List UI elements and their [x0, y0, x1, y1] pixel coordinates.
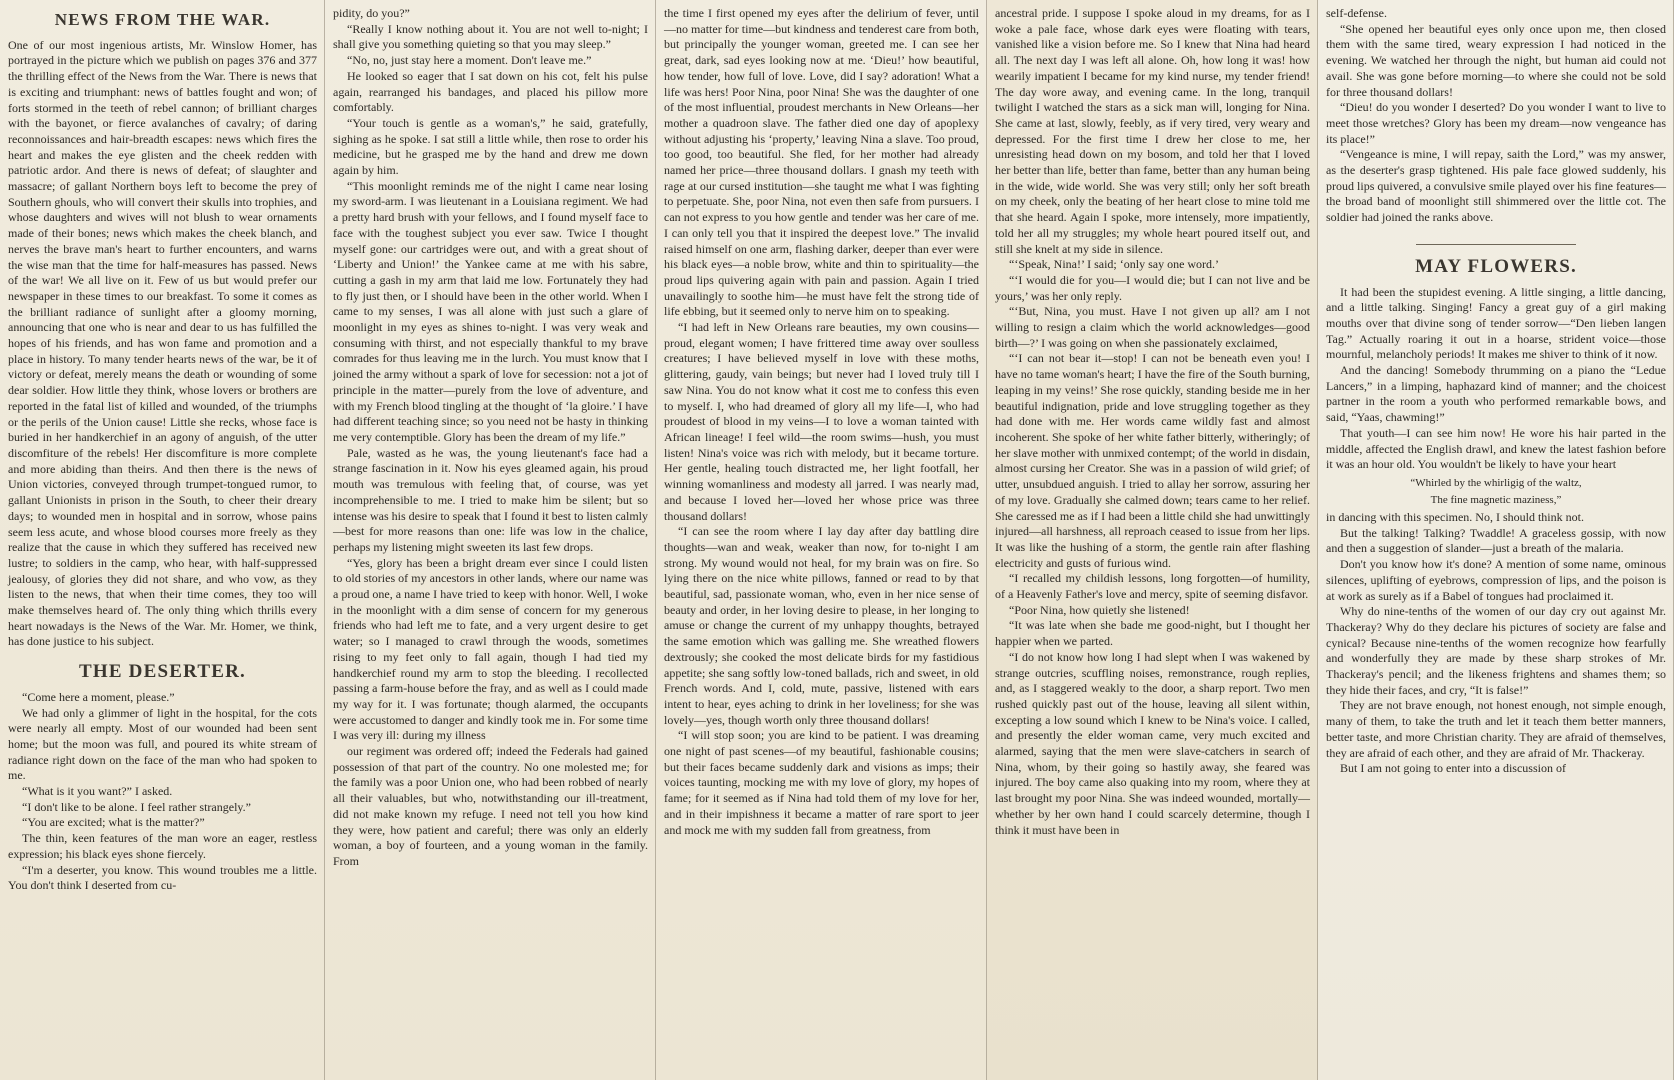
deserter-paragraph: “It was late when she bade me good-night, but I thought her happier when we parted.: [995, 618, 1310, 649]
deserter-paragraph: “Poor Nina, how quietly she listened!: [1009, 602, 1190, 617]
may-flowers-paragraph: It had been the stupidest evening. A little singing, a little dancing, and a little talking. Singing! Fancy a great guy of a girl making mouths over that divine song of tender sorrow—“Den lieben langen Tag.” Actually roaring it out in a hoarse, strident voice—those mournful, melancholy periods! It makes me shiver to think of it now.: [1326, 284, 1666, 362]
deserter-paragraph: “Come here a moment, please.”: [22, 689, 175, 704]
deserter-paragraph: “‘Speak, Nina!’ I said; ‘only say one word.’: [1009, 257, 1220, 272]
may-flowers-paragraph: But the talking! Talking? Twaddle! A graceless gossip, with now and then a suggestion of slander—just a breath of the malaria.: [1326, 525, 1666, 556]
deserter-paragraph: “I recalled my childish lessons, long forgotten—of humility, of a Heavenly Father's love and mercy, spite of seeming disfavor.: [995, 571, 1310, 602]
deserter-paragraph: “Dieu! do you wonder I deserted? Do you wonder I want to live to meet those wretches? Glory has been my dream—now vengeance has its place!”: [1326, 100, 1666, 146]
deserter-paragraph: “No, no, just stay here a moment. Don't leave me.”: [347, 53, 592, 68]
news-from-the-war-heading: NEWS FROM THE WAR.: [54, 10, 271, 29]
deserter-paragraph: “Yes, glory has been a bright dream ever since I could listen to old stories of my ancestors in other lands, where our name was a proud one, a name I have tried to keep with honor. Well, I woke in the moonlight with a dim sense of concern for my generous friends who had left me to fate, and a very urgent desire to get water; so I managed to crawl through the woods, sometimes rising to my feet only to fall again, though I had tied my handkerchief round my arm to stop the bleeding. I recollected passing a farm-house before the fray, and as well as I could made my way for it. I was fortunate; though alarmed, the occupants were accustomed to danger and kindly took me in. For some time I was very ill: during my illness: [333, 555, 648, 743]
deserter-paragraph: The thin, keen features of the man wore an eager, restless expression; his black eyes shone fiercely.: [8, 831, 317, 861]
deserter-paragraph: self-defense.: [1326, 6, 1387, 20]
column-4: [987, 0, 1318, 1080]
deserter-paragraph: “You are excited; what is the matter?”: [22, 815, 205, 830]
may-flowers-paragraph: And the dancing! Somebody thrumming on a piano the “Ledue Lancers,” in a limping, haphazard kind of manner; and the choicest partner in the room a youth who performed remarkable bows, and said, “Yaas, chawming!”: [1326, 363, 1666, 425]
deserter-paragraph: “‘I would die for you—I would die; but I can not live and be yours,’ was her only reply.: [995, 272, 1310, 303]
deserter-paragraph: “I will stop soon; you are kind to be patient. I was dreaming one night of past scenes—of my beautiful, fashionable cousins; but their faces became suddenly dark and visions as imps; their voices taunting, mocking me with my love of glory, my hopes of fame; for it seemed as if Nina had told them of my love for her, and in their impishness it became a matter of rare sport to jeer and mock me with my sudden fall from greatness, from: [664, 728, 979, 837]
column-3: [656, 0, 987, 1080]
deserter-paragraph: “I'm a deserter, you know. This wound troubles me a little. You don't think I deserted from cu-: [8, 862, 317, 893]
deserter-paragraph: He looked so eager that I sat down on his cot, felt his pulse again, rearranged his bandages, and placed his pillow more comfortably.: [333, 68, 648, 115]
column-5: [1318, 0, 1674, 1080]
may-flowers-heading: MAY FLOWERS.: [1415, 255, 1577, 277]
deserter-paragraph: “I don't like to be alone. I feel rather strangely.”: [22, 799, 251, 814]
may-flowers-paragraph: But I am not going to enter into a discussion of: [1340, 761, 1566, 776]
deserter-paragraph: the time I first opened my eyes after the delirium of fever, until—no matter for time—but kindness and tenderest care from both, but principally the younger woman, greeted me. I can see her great, dark, sad eyes looking now at me. ‘Dieu!’ how beautiful, how tender, how full of love. Love, did I say? adoration! What a life was hers! Poor Nina, poor Nina! She was the daughter of one of the most influential, proudest merchants in New Orleans—her mother a quadroon slave. The father died one day of apoplexy without adjusting his ‘property,’ leaving Nina a slave. Too proud, too good, too beautiful. She fled, for her mother had already named her price—three thousand dollars. I gnash my teeth with rage at our cursed institution—she taught me what I was fighting to perpetuate. She, poor Nina, not even then safe from pursuers. I can not express to you how gentle and tender was her care of me. I can only tell you that it inspired the deepest love.” The invalid raised himself on one arm, flashing darker, deeper than ever were his black eyes—a noble brow, white and thin to spirituality—the proud lips quivering again with pain and passion. Again I tried unavailingly to soothe him—he must have felt the strong tide of life ebbing, but it seemed only to nerve him on to speaking.: [664, 6, 979, 319]
may-flowers-paragraph: Don't you know how it's done? A mention of some name, ominous silences, uplifting of eyebrows, compression of lips, and the poison is at work as surely as if a Babel of tongues had proclaimed it.: [1326, 557, 1666, 603]
deserter-paragraph: Pale, wasted as he was, the young lieutenant's face had a strange fascination in it. Now his eyes gleamed again, his proud mouth was tremulous with feeling that, of course, was yet incomprehensible to me. I tried to make him be silent; but so intense was his desire to speak that I found it best to listen calmly—best for more reasons than one: life was low in the chalice, perhaps my listening might sweeten its last few drops.: [333, 445, 648, 554]
the-deserter-heading: THE DESERTER.: [79, 661, 246, 683]
deserter-paragraph: “This moonlight reminds me of the night I came near losing my sword-arm. I was lieutenant in a Louisiana regiment. We had a pretty hard brush with your fellows, and I found myself face to face with the toughest subject you ever saw. Twice I thought myself gone: our cartridges were out, and with a great shout of ‘Liberty and Union!’ the Yankee came at me with his sabre, cutting a gash in my arm that laid me low. Fortunately they had to fly just then, or I should have been in the other world. When I came to my senses, I was all alone with just such a glare of moonlight in my eyes as shines to-night. I was very weak and consuming with thirst, and not especially thankful to my brave comrades for thus leaving me in the lurch. You must know that I joined the army without a spark of love for secession: not a jot of principle in the matter—purely from the love of adventure, and with my French blood tingling at the thought of ‘la gloire.’ I have had different teaching since; so you need not be hasty in thinking me very contemptible. Glory has been the dream of my life.”: [333, 178, 648, 444]
deserter-paragraph: “She opened her beautiful eyes only once upon me, then closed them with the same tired, weary expression I had noticed in the evening. We watched her through the night, but human aid could not avail. She was gone before morning—to where she could not be sold for three thousand dollars!: [1326, 21, 1666, 99]
deserter-paragraph: “Really I know nothing about it. You are not well to-night; I shall give you something quieting so that you may sleep.”: [333, 21, 648, 52]
deserter-paragraph: “I do not know how long I had slept when I was wakened by strange outcries, scuffling noises, remonstrance, rough replies, and, as I staggered weakly to the door, a sharp report. Two men rushed quickly past out of the house, leaving all silent within, excepting a low sound which I knew to be Nina's voice. I called, and presently the elder woman came, very much excited and alarmed, saying that the men were slave-catchers in search of Nina, whom, by their going so hastily away, she feared was injured. The boy came also quaking into my room, where they at last brought my poor Nina. She was indeed wounded, mortally—whether by her own hand I could scarcely determine, though I think it must have been in: [995, 649, 1310, 837]
deserter-paragraph: We had only a glimmer of light in the hospital, for the cots were nearly all empty. Most of our wounded had been sent home; but the moon was full, and poured its white stream of radiance right down on the face of the man who had spoken to me.: [8, 705, 317, 783]
may-flowers-paragraph: They are not brave enough, not honest enough, not simple enough, many of them, to take the truth and let it teach them better manners, better taste, and more Christian charity. They are afraid of themselves, they are afraid of each other, and they are afraid of Mr. Thackeray.: [1326, 698, 1666, 760]
column-2: [325, 0, 656, 1080]
deserter-paragraph: “‘I can not bear it—stop! I can not be beneath even you! I have no tame woman's heart; I have the fire of the South burning, leaping in my veins!’ She rose quickly, standing beside me in her beautiful indignation, pride and love struggling together as they had done with me. Her words came wildly fast and almost incoherent. She spoke of her white father bitterly, witheringly; of her slave mother with unmixed contempt; of the world in disdain, almost cursing her Creator. She was in a passion of wild grief; of utter, unsubdued anguish. I tried to allay her sorrow, assuring her of my love. Gradually she calmed down; tears came to her relief. She caressed me as if I had been a little child she had unwittingly injured—all harshness, all reproach ceased to issue from her lips. It was like the hushing of a storm, the gentle rain after flashing electricity and gusts of furious wind.: [995, 351, 1310, 570]
deserter-paragraph: “I can see the room where I lay day after day battling dire thoughts—wan and weak, weaker than now, for to-night I am strong. My wound would not heal, for my brain was on fire. So lying there on the nice white pillows, fanned or read to by that beautiful, sad, passionate woman, who, even in her nice sense of beauty and order, in her loving desire to please, in her longing to amuse or change the current of my unhappy thoughts, betrayed the same emotion which was galling me. She wreathed flowers dextrously; she cooked the most delicate birds for my fastidious appetite; she sang softly low-toned ballads, rich and sweet, in old French words. And I, cold, mute, passive, listened with ears intent to hear, eyes aching to drink in her loveliness; for she was lovely—yes, though worth only three thousand dollars!: [664, 524, 979, 727]
deserter-paragraph: “I had left in New Orleans rare beauties, my own cousins—proud, elegant women; I have frittered time away over soulless creatures; I have believed myself in love with these moths, glittering, gaudy, vain beings; but never had I loved truly till I saw Nina. You do not know what it cost me to confess this even to myself. I, who had dreamed of glory all my life—I, who had proudest of blood in my veins—I to love a woman tainted with African lineage! I feel wild—the room swims—hush, you must listen! Nina's voice was rich with melody, but it became torture. Her gentle, healing touch distracted me, her light footfall, her winning womanliness and modesty all jarred. I was nearly mad, and because I loved her—loved her whose price was three thousand dollars!: [664, 320, 979, 523]
deserter-paragraph: “Your touch is gentle as a woman's,” he said, gratefully, sighing as he spoke. I sat still a little while, then rose to order his medicine, but he grasped me by the hand and drew me down again by him.: [333, 115, 648, 178]
deserter-paragraph: “‘But, Nina, you must. Have I not given up all? am I not willing to resign a claim which the world acknowledges—good birth—?’ I was going on when she passionately exclaimed,: [995, 304, 1310, 350]
poem-line: The fine magnetic maziness,”: [1430, 493, 1562, 506]
section-divider: [1416, 244, 1576, 245]
deserter-paragraph: our regiment was ordered off; indeed the Federals had gained possession of that part of the country. No one molested me; for the family was a poor Union one, who had been robbed of nearly all their valuables, but who, notwithstanding our ill-treatment, did not make known my refuge. I need not tell you how kind they were, how patient and careful; there was only an elderly woman, a boy of fourteen, and a young woman in the family. From: [333, 744, 648, 868]
may-flowers-paragraph: Why do nine-tenths of the women of our day cry out against Mr. Thackeray? Why do they declare his pictures of society are false and cynical? Because nine-tenths of the women recognize how fearfully and wonderfully they are made by these sharp strokes of Mr. Thackeray's pencil; and the likeness frightens and shames them; so they hide their faces, and cry, “It is false!”: [1326, 604, 1666, 697]
news-from-the-war-article: One of our most ingenious artists, Mr. Winslow Homer, has portrayed in the picture which we publish on pages 376 and 377 the thrilling effect of the News from the War. There is news that is exciting and triumphant: news of battles fought and won; of forts stormed in the teeth of rebel cannon; of brilliant charges with the bayonet, or fierce avalanches of cavalry; of daring reconnoissances and hair-breadth escapes: news which fires the heart and makes the eye glisten and the cheek redden with patriotic ardor. And there is news of defeat; of slaughter and massacre; of gallant Northern boys left to become the prey of Southern ghouls, who will convert their skulls into trophies, and whose daughters and wives will not blush to wear ornaments made of their bones; news which makes the cheek blanch, and nerves the brave man's heart to further encounters, and warns the wise man that the time for half-measures has passed. News of the war! We all live on it. Few of us but would prefer our newspaper in these times to our breakfast. To some it comes as the brilliant radiance of sunlight after a gloomy morning, announcing that one who is near and dear to us has fulfilled the hopes of his friends, and has won fame and promotion and a place in history. To many tender hearts news of the war, be it of victory or defeat, merely means the death or wounding of some dear soldier. How little they think, whose lovers or brothers are reported in the fatal list of killed and wounded, of the triumphs or the perils of the Union cause! Little she recks, whose face is buried in her handkerchief in an agony of anguish, of the utter discomfiture of the rebels! Her discomfiture is more complete and more abiding than theirs. And then there is the news of Union victories, conveyed through trumpet-tongued rumor, to gallant Unionists in prison in the South, to cheer their dreary days; to wounded men in hospital and in sorrow, whose pains seem less acute, and whose blood courses more freely as they realize that the cause in which they suffered has received new lustre; to soldiers in the camp, who hear, with half-suppressed jealousy, of glories they did not share, and who vow, as they listen to the news, that when their time comes, they too will make themselves heard of. The only thing which thrills every heart nowadays is the News of the War. Mr. Homer, we think, has done justice to his subject.: [8, 37, 317, 649]
column-1: [0, 0, 325, 1080]
may-flowers-paragraph: in dancing with this specimen. No, I should think not.: [1326, 509, 1584, 524]
deserter-paragraph: “Vengeance is mine, I will repay, saith the Lord,” was my answer, as the deserter's grasp tightened. His pale face glowed suddenly, his proud lips quivered, a convulsive smile played over his fine features—the broad band of moonlight still shimmered over the little cot. The soldier had joined the ranks above.: [1326, 147, 1666, 225]
poem-line: “Whirled by the whirligig of the waltz,: [1410, 476, 1582, 489]
may-flowers-paragraph: That youth—I can see him now! He wore his hair parted in the middle, affected the English drawl, and knew the latest fashion before it was an hour old. You wouldn't be likely to have your heart: [1326, 425, 1666, 472]
deserter-paragraph: ancestral pride. I suppose I spoke aloud in my dreams, for as I woke a pale face, whose dark eyes were floating with tears, vanished like a vision before me. So I knew that Nina had heard all. The next day I was left all alone. Oh, how long it was! how wearily impatient I became for my kind nurse, my tender friend! The day wore away, and evening came. In the long, tranquil twilight I watched the stars as a sick man will, longing for Nina. She came at last, slowly, feebly, as if very tired, very weary and depressed. For the first time I drew her close to me, her unresisting head down on my bosom, and told her that I loved her better than life, better than fame, better than any human being in the wide, wide world. She was very still; only her soft breath on my cheek, only the beating of her heart close to mine told me that she heard. Again I spoke, more intensely, more impatiently, told her all my struggles; my whole heart poured itself out, and still she knelt at my side in silence.: [995, 6, 1310, 256]
deserter-paragraph: pidity, do you?”: [333, 6, 410, 20]
deserter-paragraph: “What is it you want?” I asked.: [22, 784, 173, 799]
